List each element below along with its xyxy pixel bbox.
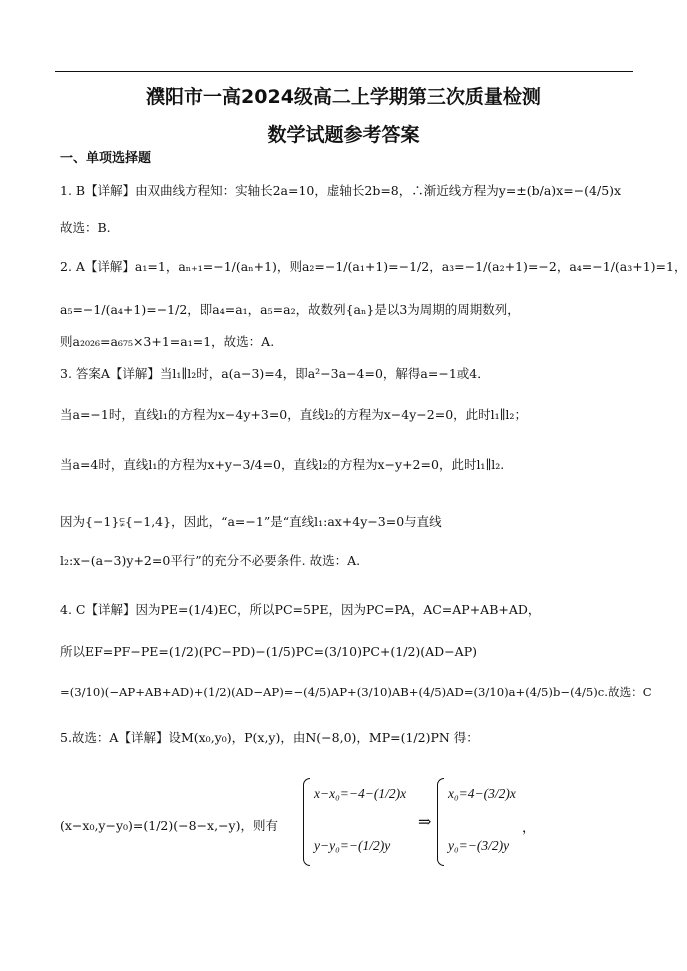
page-title: 濮阳市一高2024级高二上学期第三次质量检测 (146, 86, 541, 108)
q2-line-1: 2. A【详解】a₁=1，aₙ₊₁=−1/(aₙ+1)，则a₂=−1/(a₁+1)=−1/2，a₃=−1/(a₂+1)=−2，a₄=−1/(a₃+1)=1， (60, 259, 687, 274)
section-heading: 一、单项选择题 (60, 151, 152, 166)
q3-line-3: 当a=4时，直线l₁的方程为x+y−3/4=0，直线l₂的方程为x−y+2=0，此时l₁∥l₂. (60, 457, 505, 472)
q4-line-2: 所以EF=PF−PE=(1/2)(PC−PD)−(1/5)PC=(3/10)PC+(1/2)(AD−AP) (60, 644, 477, 659)
q3-line-5: l₂:x−(a−3)y+2=0平行”的充分不必要条件. 故选：A. (60, 553, 361, 568)
system-2-bottom: y₀=−(3/2)y (448, 838, 510, 853)
q3-line-1: 3. 答案A【详解】当l₁∥l₂时，a(a−3)=4，即a²−3a−4=0，解得a=−1或4． (60, 366, 490, 381)
q4-line-1: 4. C【详解】因为PE=(1/4)EC，所以PC=5PE，因为PC=PA，AC=AP+AB+AD， (60, 602, 541, 617)
q3-line-2: 当a=−1时，直线l₁的方程为x−4y+3=0，直线l₂的方程为x−4y−2=0，此时l₁∥l₂； (60, 407, 527, 422)
implies-arrow: ⇒ (418, 814, 432, 831)
q5-line-1: 5.故选：A【详解】设M(x₀,y₀)，P(x,y)，由N(−8,0)，MP=(1/2)PN 得： (60, 730, 479, 745)
page-subtitle: 数学试题参考答案 (267, 124, 420, 146)
q4-line-3: =(3/10)(−AP+AB+AD)+(1/2)(AD−AP)=−(4/5)AP+(3/10)AB+(4/5)AD=(3/10)a+(4/5)b−(4/5)c.故选：C (60, 685, 652, 699)
system-brace-right (437, 778, 444, 866)
q5-equation: (x−x₀,y−y₀)=(1/2)(−8−x,−y)，则有 (60, 818, 278, 833)
q2-line-2: a₅=−1/(a₄+1)=−1/2，即a₄=a₁，a₅=a₂，故数列{aₙ}是以3为周期的周期数列， (60, 302, 520, 317)
q1-line: 1. B【详解】由双曲线方程知：实轴长2a=10，虚轴长2b=8，∴渐近线方程为y=±(b/a)x=−(4/5)x (60, 183, 622, 198)
q1-answer: 故选：B. (60, 220, 111, 235)
header-rule (55, 71, 633, 72)
system-brace-left (303, 778, 310, 866)
q2-line-3: 则a₂₀₂₆=a₆₇₅×3+1=a₁=1，故选：A. (60, 334, 275, 349)
q3-line-4: 因为{−1}⫋{−1,4}，因此，“a=−1”是“直线l₁:ax+4y−3=0与直线 (60, 514, 442, 529)
system-1-bottom: y−y₀=−(1/2)y (314, 838, 391, 853)
q5-tail: ， (522, 820, 536, 835)
system-2-top: x₀=4−(3/2)x (448, 786, 516, 801)
system-1-top: x−x₀=−4−(1/2)x (314, 786, 407, 801)
